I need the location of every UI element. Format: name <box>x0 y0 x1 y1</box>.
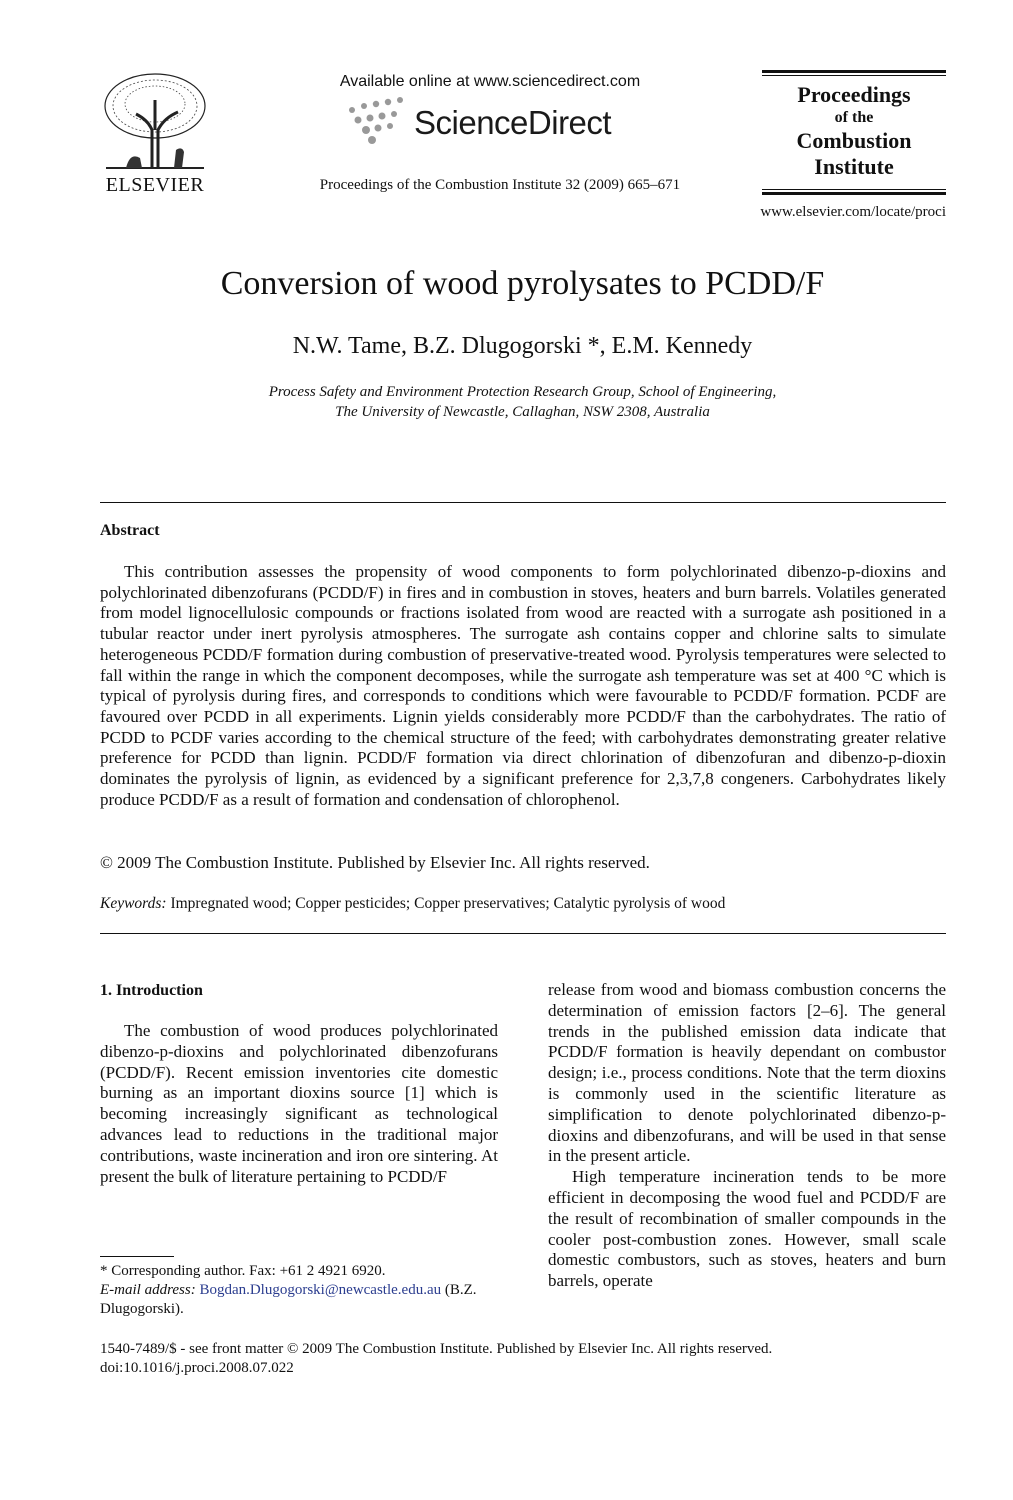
article-authors: N.W. Tame, B.Z. Dlugogorski *, E.M. Kennedy <box>292 333 753 359</box>
issn-line: 1540-7489/$ - see front matter © 2009 The Combustion Institute. Published by Elsevier Inc. All rights reserved. <box>100 1341 773 1357</box>
intro-column-left <box>100 1021 498 1187</box>
box-bottom-rule <box>762 192 946 195</box>
article-title: Conversion of wood pyrolysates to PCDD/F <box>220 265 825 302</box>
footnote-email <box>100 1281 498 1319</box>
divider-bottom <box>100 933 946 934</box>
email-link[interactable]: Bogdan.Dlugogorski@newcastle.edu.au <box>199 1282 442 1298</box>
doi-line[interactable]: doi:10.1016/j.proci.2008.07.022 <box>100 1360 294 1376</box>
sciencedirect-dots-icon <box>340 96 414 152</box>
journal-citation: Proceedings of the Combustion Institute 32 (2009) 665–671 <box>319 177 681 193</box>
section-heading-introduction: 1. Introduction <box>100 982 203 999</box>
journal-title-box <box>762 70 946 195</box>
footnote <box>100 1262 498 1319</box>
intro-column-right <box>548 980 946 1292</box>
intro-paragraph-3: High temperature incineration tends to be more efficient in decomposing the wood fuel and PCDD/F are the result of recombination of smaller compounds in the cooler post-combustion zones. However, small scale domestic combustors, such as stoves, heaters and burn barrels, operate <box>548 1167 946 1291</box>
box-top-rule-thin <box>762 75 946 76</box>
journal-box-line4: Institute <box>814 153 894 179</box>
elsevier-logo <box>96 70 214 198</box>
publisher-name: ELSEVIER <box>105 174 205 196</box>
box-top-rule <box>762 70 946 73</box>
intro-paragraph-1: The combustion of wood produces polychlorinated dibenzo-p-dioxins and polychlorinated dibenzofurans (PCDD/F). Recent emission inventories cite domestic burning as an important dioxins source [1] which is becoming increasingly significant as technological advances lead to reductions in the traditional major contributions, waste incineration and iron ore sintering. At present the bulk of literature pertaining to PCDD/F <box>100 1021 498 1186</box>
abstract-body: This contribution assesses the propensity of wood components to form polychlorinated dibenzo-p-dioxins and polychlorinated dibenzofurans (PCDD/F) in fires and in combustion in stoves, heaters and burn barrels. Volatiles generated from model lignocellulosic compounds or fractions isolated from wood are reacted with a surrogate ash positioned in a tubular reactor under inert pyrolysis atmospheres. The surrogate ash contains copper and chlorine salts to simulate heterogeneous PCDD/F formation during combustion of preservative-treated wood. Pyrolysis temperatures were selected to fall within the range in which the component decomposes, while the surrogate ash temperature was set at 400 °C which is typical of pyrolysis during fires, and corresponds to conditions which were favourable to PCDD/F formation. PCDF are favoured over PCDD in all experiments. Lignin yields considerably more PCDD/F than the carbohydrates. The ratio of PCDD to PCDF varies according to the chemical structure of the feed; with carbohydrates demonstrating greater relative preference for PCDD than lignin. PCDD/F formation via direct chlorination of dibenzofuran and dibenzo-p-dioxin dominates the pyrolysis of lignin, as evidenced by a significant preference for 2,3,7,8 congeners. Carbohydrates likely produce PCDD/F as a result of formation and condensation of chlorophenol. <box>100 562 946 809</box>
sciencedirect-wordmark: ScienceDirect <box>414 104 612 141</box>
sciencedirect-logo[interactable] <box>340 96 640 152</box>
keywords-label: Keywords: <box>100 895 167 912</box>
affiliation-line2: The University of Newcastle, Callaghan, NSW 2308, Australia <box>335 404 710 420</box>
email-suffix: (B.Z. Dlugogorski). <box>100 1282 477 1317</box>
keywords-list: Impregnated wood; Copper pesticides; Copper preservatives; Catalytic pyrolysis of wood <box>170 895 726 912</box>
email-label: E-mail address: <box>100 1282 196 1298</box>
abstract-copyright: © 2009 The Combustion Institute. Published by Elsevier Inc. All rights reserved. <box>100 853 650 872</box>
journal-box-line3: Combustion <box>796 127 912 153</box>
footnote-rule <box>100 1256 174 1257</box>
divider-top <box>100 502 946 503</box>
footnote-corresponding: * Corresponding author. Fax: +61 2 4921 6920. <box>100 1263 386 1279</box>
box-bottom-rule-thin <box>762 189 946 190</box>
author-affiliation <box>0 382 1013 422</box>
affiliation-line1: Process Safety and Environment Protection Research Group, School of Engineering, <box>268 384 777 400</box>
page-footer <box>100 1340 772 1378</box>
journal-box-line1: Proceedings <box>797 82 911 107</box>
intro-paragraph-2: release from wood and biomass combustion concerns the determination of emission factors [2–6]. The general trends in the published emission data indicate that PCDD/F formation is heavily dependant on combustor design; i.e., process conditions. Note that the term dioxins is commonly used in the scientific literature as simplification to denote polychlorinated dibenzo-p-dioxins and dibenzofurans, and will be used in that sense in the present article. <box>548 980 946 1166</box>
journal-url[interactable]: www.elsevier.com/locate/proci <box>760 204 946 220</box>
available-online-text[interactable]: Available online at www.sciencedirect.com <box>339 73 641 90</box>
keywords <box>100 895 725 913</box>
abstract-heading: Abstract <box>100 522 160 539</box>
elsevier-tree-icon <box>96 70 214 170</box>
journal-box-line2: of the <box>834 109 874 127</box>
